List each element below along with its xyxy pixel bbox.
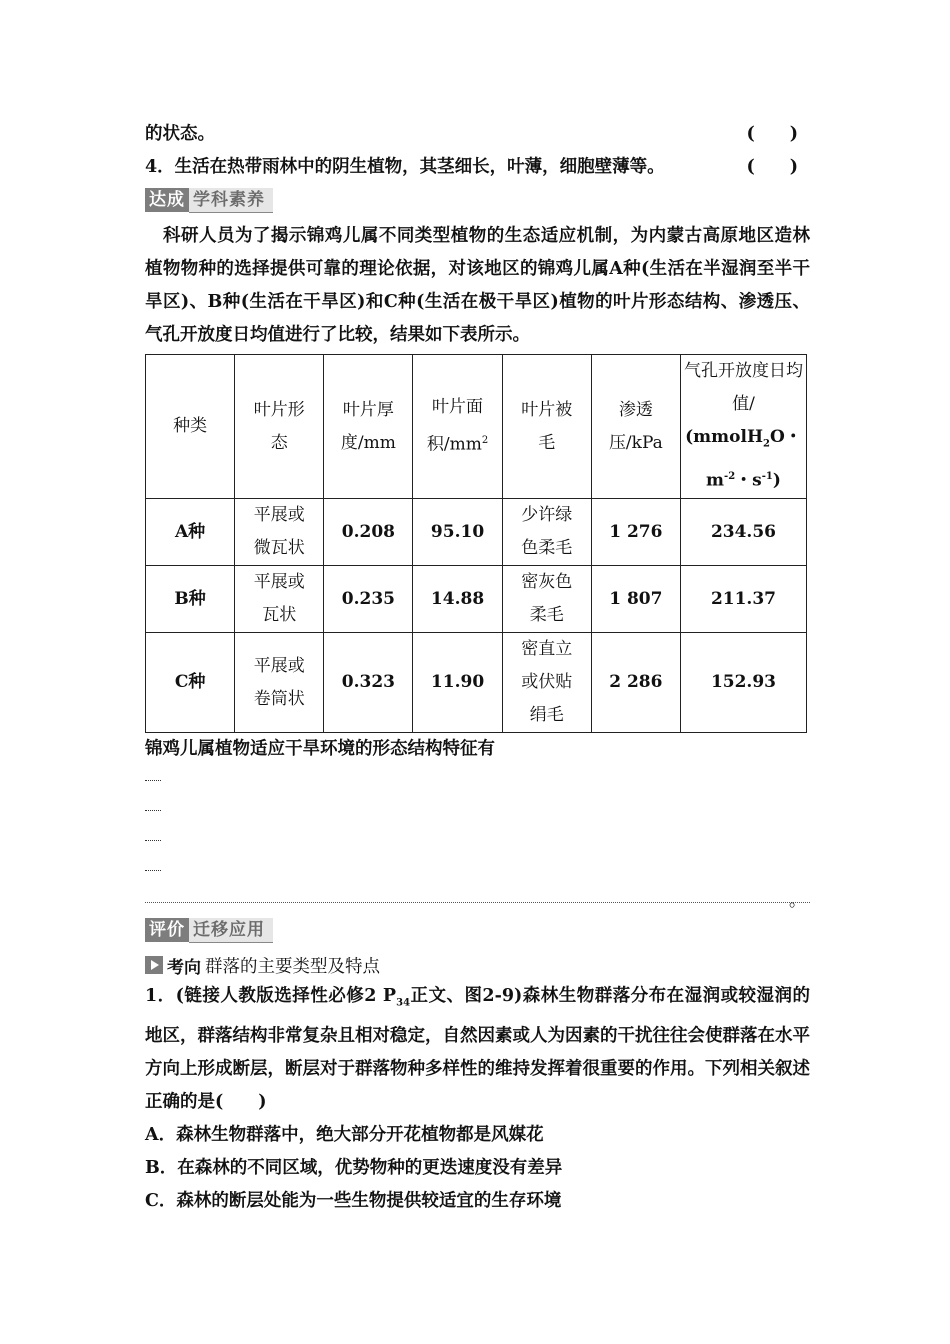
table-row [146, 633, 807, 733]
kaoxiang-topic: 群落的主要类型及特点 [205, 956, 380, 977]
cell-area: 95.10 [413, 499, 502, 566]
cell-species: C种 [146, 633, 235, 733]
cell-hair [502, 566, 591, 633]
cell-shape [235, 499, 324, 566]
table-header-row [146, 355, 807, 499]
item-4 [145, 151, 810, 184]
option-c[interactable]: C．森林的断层处能为一些生物提供较适宜的生存环境 [145, 1190, 562, 1211]
cell-shape-text: 平展或卷筒状 [253, 655, 305, 709]
cell-thickness: 0.208 [324, 499, 413, 566]
table-row [146, 566, 807, 633]
cell-thickness: 0.235 [324, 566, 413, 633]
header-stomata [680, 355, 806, 499]
header-shape [235, 355, 324, 499]
header-area-text: 叶片面积/mm [426, 397, 484, 455]
header-area [413, 355, 502, 499]
question-1-stem [145, 980, 810, 1119]
data-table [145, 354, 807, 733]
cell-shape-text: 平展或微瓦状 [253, 505, 305, 559]
cell-hair-text: 少许绿色柔毛 [521, 505, 573, 559]
cell-osmotic: 2 286 [591, 633, 680, 733]
header-stomata-unit-b: O・ [769, 427, 802, 447]
answer-blank[interactable] [145, 796, 810, 826]
header-stomata-sup2: -1 [761, 471, 773, 483]
header-stomata-sub: 2 [763, 438, 770, 450]
cell-hair [502, 633, 591, 733]
header-thickness [324, 355, 413, 499]
table-row [146, 499, 807, 566]
cell-thickness: 0.323 [324, 633, 413, 733]
header-stomata-unit-c: m [706, 471, 725, 492]
header-thickness-text: 叶片厚度/mm [340, 399, 396, 453]
header-hair [502, 355, 591, 499]
cell-species: B种 [146, 566, 235, 633]
option-a[interactable]: A．森林生物群落中，绝大部分开花植物都是风媒花 [145, 1124, 544, 1145]
document-page [145, 118, 810, 1218]
banner-title: 学科素养 [189, 188, 273, 213]
section-banner-literacy [145, 188, 810, 214]
kaoxiang-label: 考向 [167, 957, 201, 978]
header-osmotic [591, 355, 680, 499]
cell-stomata: 152.93 [680, 633, 806, 733]
q1-stem-b: 正文、图2-9)森林生物群落分布在湿润或较湿润的地区，群落结构非常复杂且相对稳定，自然因素或人为因素的干扰往往会使群落在水平方向上形成断层，断层对于群落物种多样性的维持发挥着很重要的作用。下列相关叙述正确的是( ) [145, 986, 810, 1112]
header-stomata-sup1: -2 [724, 471, 736, 483]
cell-stomata: 211.37 [680, 566, 806, 633]
answer-paren: ( ) [746, 124, 798, 144]
cell-shape [235, 633, 324, 733]
answer-paren: ( ) [746, 157, 798, 177]
cell-hair-text: 密灰色柔毛 [521, 572, 573, 626]
question-text: 锦鸡儿属植物适应干旱环境的形态结构特征有 [145, 739, 495, 760]
cell-shape [235, 566, 324, 633]
section-banner-application [145, 918, 810, 944]
banner-title: 迁移应用 [189, 918, 273, 943]
q1-page-sub: 34 [396, 997, 411, 1009]
kaoxiang-heading [145, 950, 810, 980]
answer-blank[interactable] [145, 856, 810, 886]
cell-osmotic: 1 276 [591, 499, 680, 566]
cell-osmotic: 1 807 [591, 566, 680, 633]
banner-tag: 评价 [145, 918, 189, 942]
cell-hair [502, 499, 591, 566]
answer-blank[interactable] [145, 766, 810, 796]
prev-line-text: 的状态。 [145, 124, 215, 144]
cell-area: 14.88 [413, 566, 502, 633]
cell-area: 11.90 [413, 633, 502, 733]
option-b[interactable]: B．在森林的不同区域，优势物种的更迭速度没有差异 [145, 1157, 563, 1178]
header-stomata-unit-d: ・s [735, 471, 762, 492]
header-stomata-unit-a: (mmolH [685, 427, 764, 447]
prev-line [145, 118, 810, 151]
header-shape-text: 叶片形态 [253, 399, 305, 453]
header-osmotic-text: 渗透压/kPa [608, 399, 663, 453]
item-4-text: 4．生活在热带雨林中的阴生植物，其茎细长，叶薄，细胞壁薄等。 [145, 157, 665, 177]
cell-species: A种 [146, 499, 235, 566]
intro-paragraph: 科研人员为了揭示锦鸡儿属不同类型植物的生态适应机制，为内蒙古高原地区造林植物物种的选择提供可靠的理论依据，对该地区的锦鸡儿属A种(生活在半湿润至半干旱区)、B种(生活在干旱区)和C种(生活在极干旱区)植物的叶片形态结构、渗透压、气孔开放度日均值进行了比较，结果如下表所示。 [145, 226, 810, 345]
play-triangle-icon [145, 956, 163, 974]
header-area-sup: 2 [481, 435, 489, 447]
q1-stem-a: 1．(链接人教版选择性必修2 P [145, 986, 397, 1007]
header-stomata-line1: 气孔开放度日均值/ [683, 361, 803, 414]
header-stomata-unit-e: ) [772, 471, 781, 492]
cell-stomata: 234.56 [680, 499, 806, 566]
header-hair-text: 叶片被毛 [521, 399, 573, 453]
banner-tag: 达成 [145, 188, 189, 212]
cell-hair-text: 密直立或伏贴绢毛 [521, 639, 573, 726]
answer-blank[interactable] [145, 826, 810, 856]
question-end-mark: 。 [789, 891, 806, 912]
cell-shape-text: 平展或瓦状 [253, 572, 305, 626]
header-species: 种类 [146, 355, 235, 499]
answer-blank-final[interactable] [145, 886, 810, 914]
